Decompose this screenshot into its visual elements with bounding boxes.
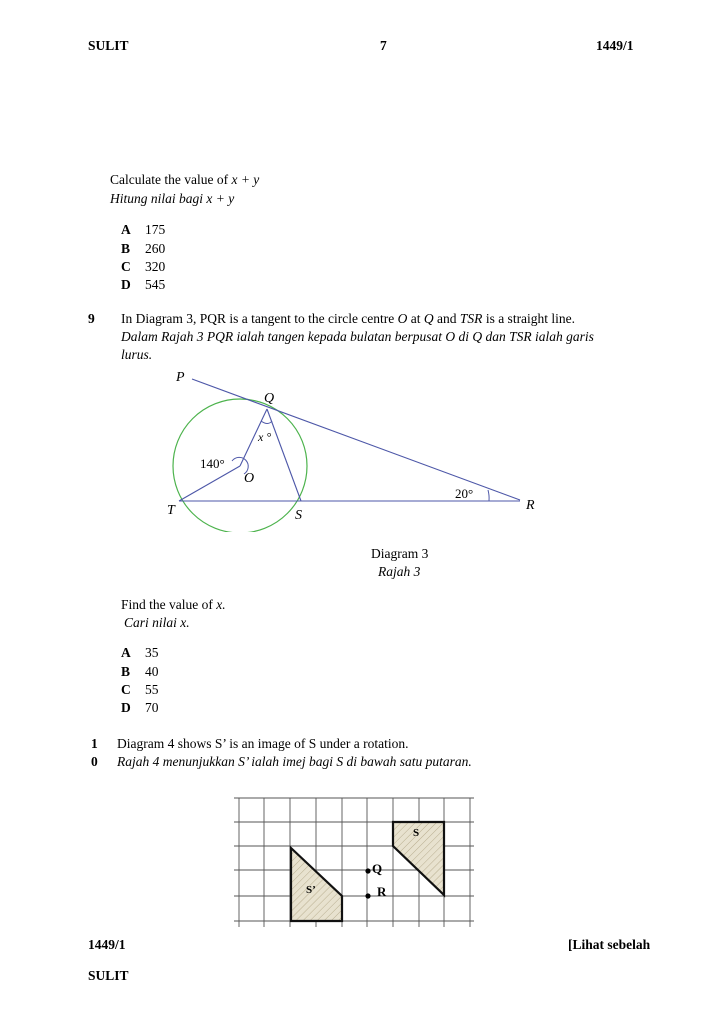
q9-number: 9	[88, 311, 95, 326]
q8-option-letter: B	[121, 241, 131, 256]
angle-20-arc	[488, 490, 489, 501]
q8-text-en-main: Calculate the value of	[110, 172, 229, 187]
q9-option-value: 70	[145, 700, 159, 715]
label-s-prime: S’	[306, 884, 316, 896]
shape-s-prime	[291, 848, 342, 921]
q9-en-part: In Diagram 3, PQR is a tangent to the circle centre	[121, 311, 395, 326]
q10-text-en: Diagram 4 shows S’ is an image of S under a rotation.	[117, 736, 409, 751]
radius-ot	[179, 466, 240, 501]
q8-option-letter: D	[121, 277, 131, 292]
q9-en-tsr: TSR	[459, 311, 483, 326]
q8-option-c[interactable]	[121, 259, 165, 275]
footer-bottom: SULIT	[88, 968, 129, 983]
point-r	[365, 893, 370, 898]
q9-option-c[interactable]	[121, 682, 159, 698]
label-20: 20°	[455, 486, 474, 501]
q8-option-d[interactable]	[121, 277, 165, 293]
q8-option-b[interactable]	[121, 241, 165, 257]
diagram-3	[160, 362, 560, 532]
q9-text-ms-1: Dalam Rajah 3 PQR ialah tangen kepada bulatan berpusat O di Q dan TSR ialah garis	[121, 329, 594, 344]
footer-right: [Lihat sebelah	[568, 937, 651, 952]
q9-en-q: Q	[423, 311, 434, 326]
q8-text-en	[110, 172, 259, 188]
label-s: S	[295, 508, 302, 523]
point-q	[365, 868, 370, 873]
q9-option-d[interactable]	[121, 700, 159, 716]
q8-option-value: 175	[145, 222, 166, 237]
q9-option-letter: A	[121, 645, 131, 660]
footer-left: 1449/1	[88, 937, 126, 952]
label-o: O	[244, 471, 255, 486]
header-left: SULIT	[88, 38, 129, 53]
q9-option-letter: B	[121, 664, 131, 679]
q9-option-value: 40	[145, 664, 159, 679]
q8-option-letter: C	[121, 259, 131, 274]
q8-option-a[interactable]	[121, 222, 165, 238]
q9-find-ms: Cari nilai x.	[124, 615, 190, 630]
q8-option-letter: A	[121, 222, 131, 237]
q9-en-at: at	[410, 311, 421, 326]
label-140: 140°	[200, 456, 225, 471]
q9-option-a[interactable]	[121, 645, 159, 661]
diagram-3-caption-en: Diagram 3	[371, 546, 429, 561]
q8-option-value: 545	[145, 277, 166, 292]
label-q: Q	[372, 861, 383, 876]
q9-option-letter: C	[121, 682, 131, 697]
q9-option-value: 35	[145, 645, 159, 660]
header-right: 1449/1	[596, 38, 634, 53]
q10-number-2: 0	[91, 754, 98, 769]
q8-text-en-expr: x + y	[231, 172, 260, 187]
label-t: T	[167, 503, 175, 518]
angle-x-arc	[261, 421, 272, 424]
tangent-pqr	[192, 379, 520, 500]
q9-text-en	[121, 311, 575, 327]
diagram-3-caption-ms: Rajah 3	[378, 564, 421, 579]
label-r: R	[526, 498, 535, 513]
q9-text-ms-2: lurus.	[121, 347, 153, 362]
q10-text-ms: Rajah 4 menunjukkan S’ ialah imej bagi S di bawah satu putaran.	[117, 754, 472, 769]
q9-en-end: is a straight line.	[485, 311, 576, 326]
q9-find-text: Find the value of	[121, 597, 213, 612]
diagram-4	[234, 795, 474, 927]
page-number: 7	[380, 38, 387, 53]
q9-option-b[interactable]	[121, 664, 159, 680]
q9-option-value: 55	[145, 682, 159, 697]
label-s: S	[413, 827, 420, 839]
chord-qs	[267, 409, 301, 501]
q9-option-letter: D	[121, 700, 131, 715]
label-q: Q	[264, 391, 275, 406]
label-r: R	[377, 884, 387, 899]
q9-find-en	[121, 597, 226, 613]
label-x: x °	[258, 430, 272, 444]
q8-option-value: 320	[145, 259, 166, 274]
q8-text-ms: Hitung nilai bagi x + y	[110, 191, 235, 206]
q9-en-o: O	[397, 311, 408, 326]
q9-en-and: and	[437, 311, 457, 326]
q9-find-x: x.	[216, 597, 226, 612]
label-p: P	[176, 370, 185, 385]
q8-option-value: 260	[145, 241, 166, 256]
q10-number-1: 1	[91, 736, 98, 751]
